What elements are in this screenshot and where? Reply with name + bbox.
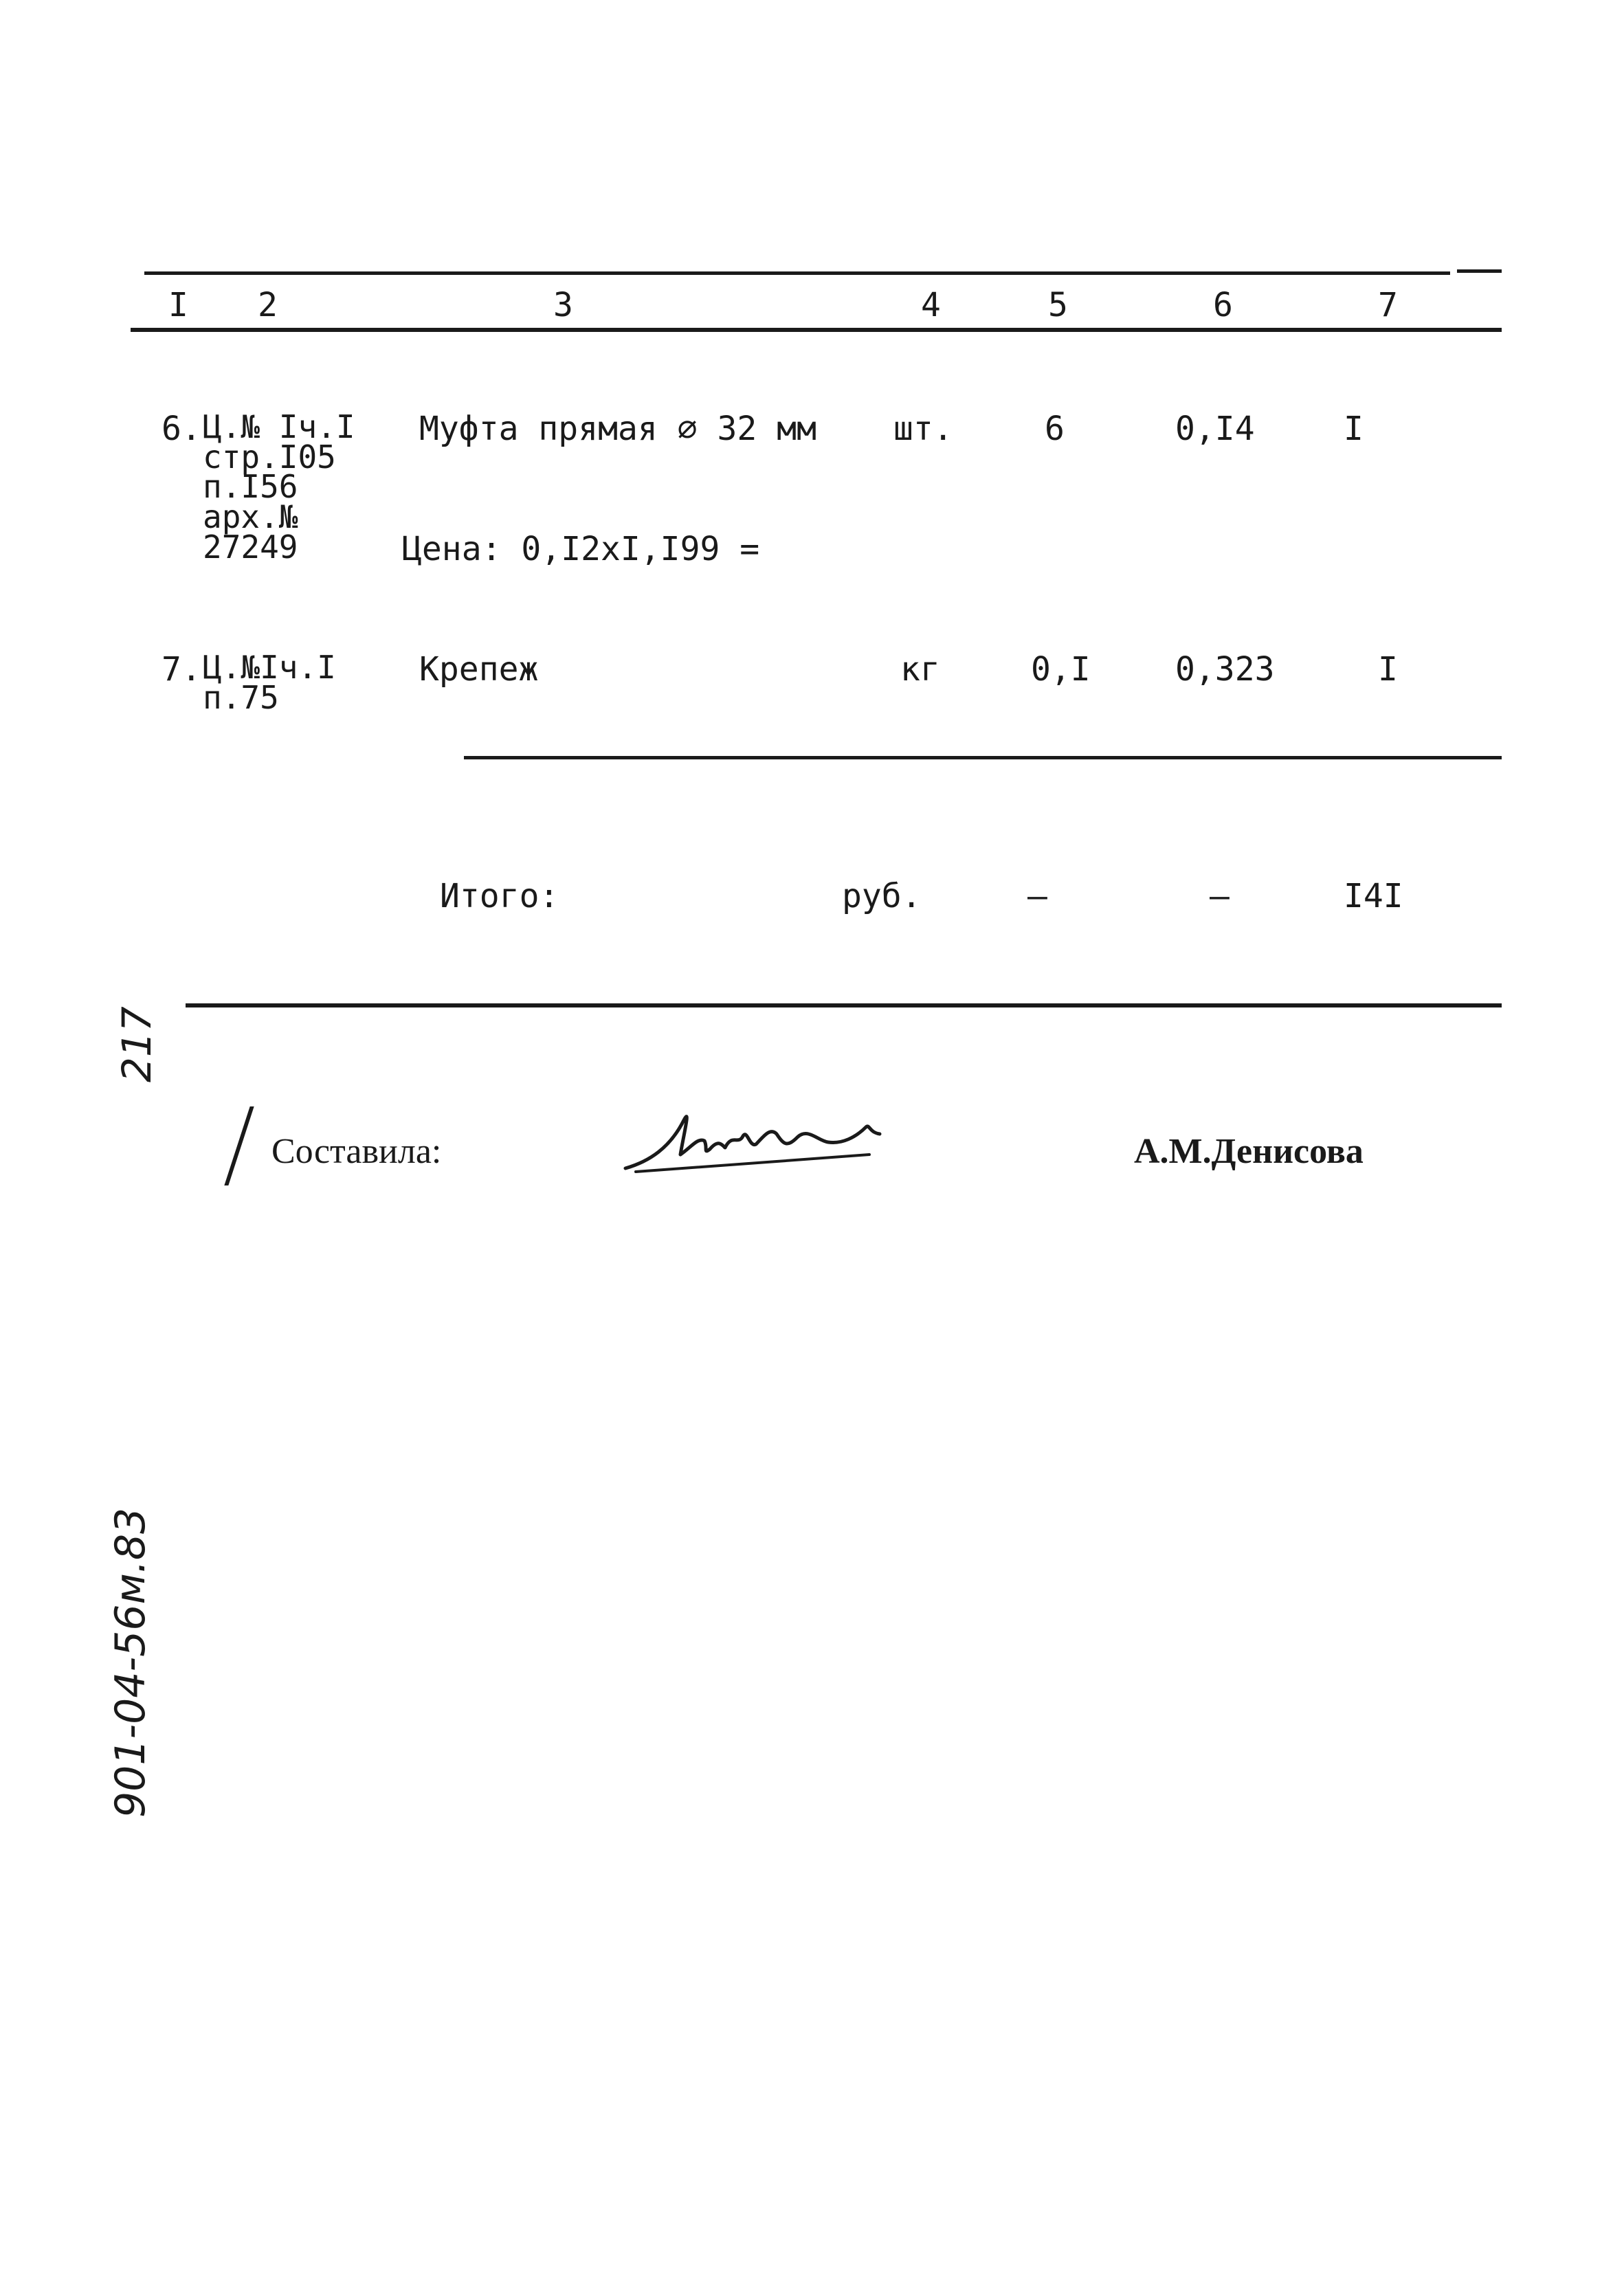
reference-line: стр.I05: [203, 438, 336, 476]
row-item-name: Крепеж: [419, 650, 539, 689]
reference-line: Ц.№Iч.I: [203, 649, 336, 686]
column-header-7: 7: [1378, 286, 1398, 324]
reference-line: 27249: [203, 528, 298, 566]
page-number: 217: [113, 1006, 160, 1082]
row-unit: шт.: [893, 410, 953, 448]
reference-line: п.I56: [203, 468, 298, 506]
composer-name: А.М.Денисова: [1134, 1132, 1364, 1171]
row-price: 0,323: [1175, 650, 1275, 689]
reference-line: арх.№: [203, 498, 298, 536]
row-reference: [203, 408, 355, 566]
column-header-6: 6: [1213, 286, 1233, 324]
row-total: I: [1344, 410, 1364, 448]
reference-line: п.75: [203, 678, 279, 716]
row-price-formula: Цена: 0,I2хI,I99 =: [402, 530, 760, 568]
signature-underline: [636, 1155, 869, 1172]
summary-price: –: [1210, 877, 1230, 915]
column-header-2: 2: [258, 286, 278, 324]
summary-label: Итого:: [440, 877, 559, 915]
summary-rule: [186, 1003, 1502, 1007]
summary-total: I4I: [1344, 877, 1403, 915]
column-header-1: I: [168, 286, 188, 324]
row-quantity: 0,I: [1031, 650, 1091, 689]
row-price: 0,I4: [1175, 410, 1255, 448]
composed-label: Составила:: [271, 1132, 442, 1171]
row-number: 7.: [162, 650, 201, 689]
header-top-rule-tail: [1457, 269, 1502, 273]
row-total: I: [1378, 650, 1398, 689]
header-bottom-rule: [131, 328, 1502, 332]
row-quantity: 6: [1045, 410, 1065, 448]
column-header-3: 3: [553, 286, 573, 324]
subtotal-rule: [464, 756, 1502, 759]
row-unit: кг: [900, 650, 940, 689]
row-item-name: Муфта прямая ∅ 32 мм: [419, 410, 816, 448]
reference-line: Ц.№ Iч.I: [203, 408, 355, 445]
summary-quantity: –: [1027, 877, 1047, 915]
column-header-4: 4: [921, 286, 941, 324]
row-number: 6.: [162, 410, 201, 448]
header-top-rule: [144, 271, 1450, 275]
signature-stroke: [625, 1117, 880, 1168]
signature: [622, 1106, 897, 1189]
composed-slash: [224, 1106, 254, 1185]
column-header-5: 5: [1048, 286, 1068, 324]
document-code: 901-04-56м.83: [107, 1507, 155, 1818]
summary-unit: руб.: [842, 877, 922, 915]
row-reference: [203, 649, 336, 716]
